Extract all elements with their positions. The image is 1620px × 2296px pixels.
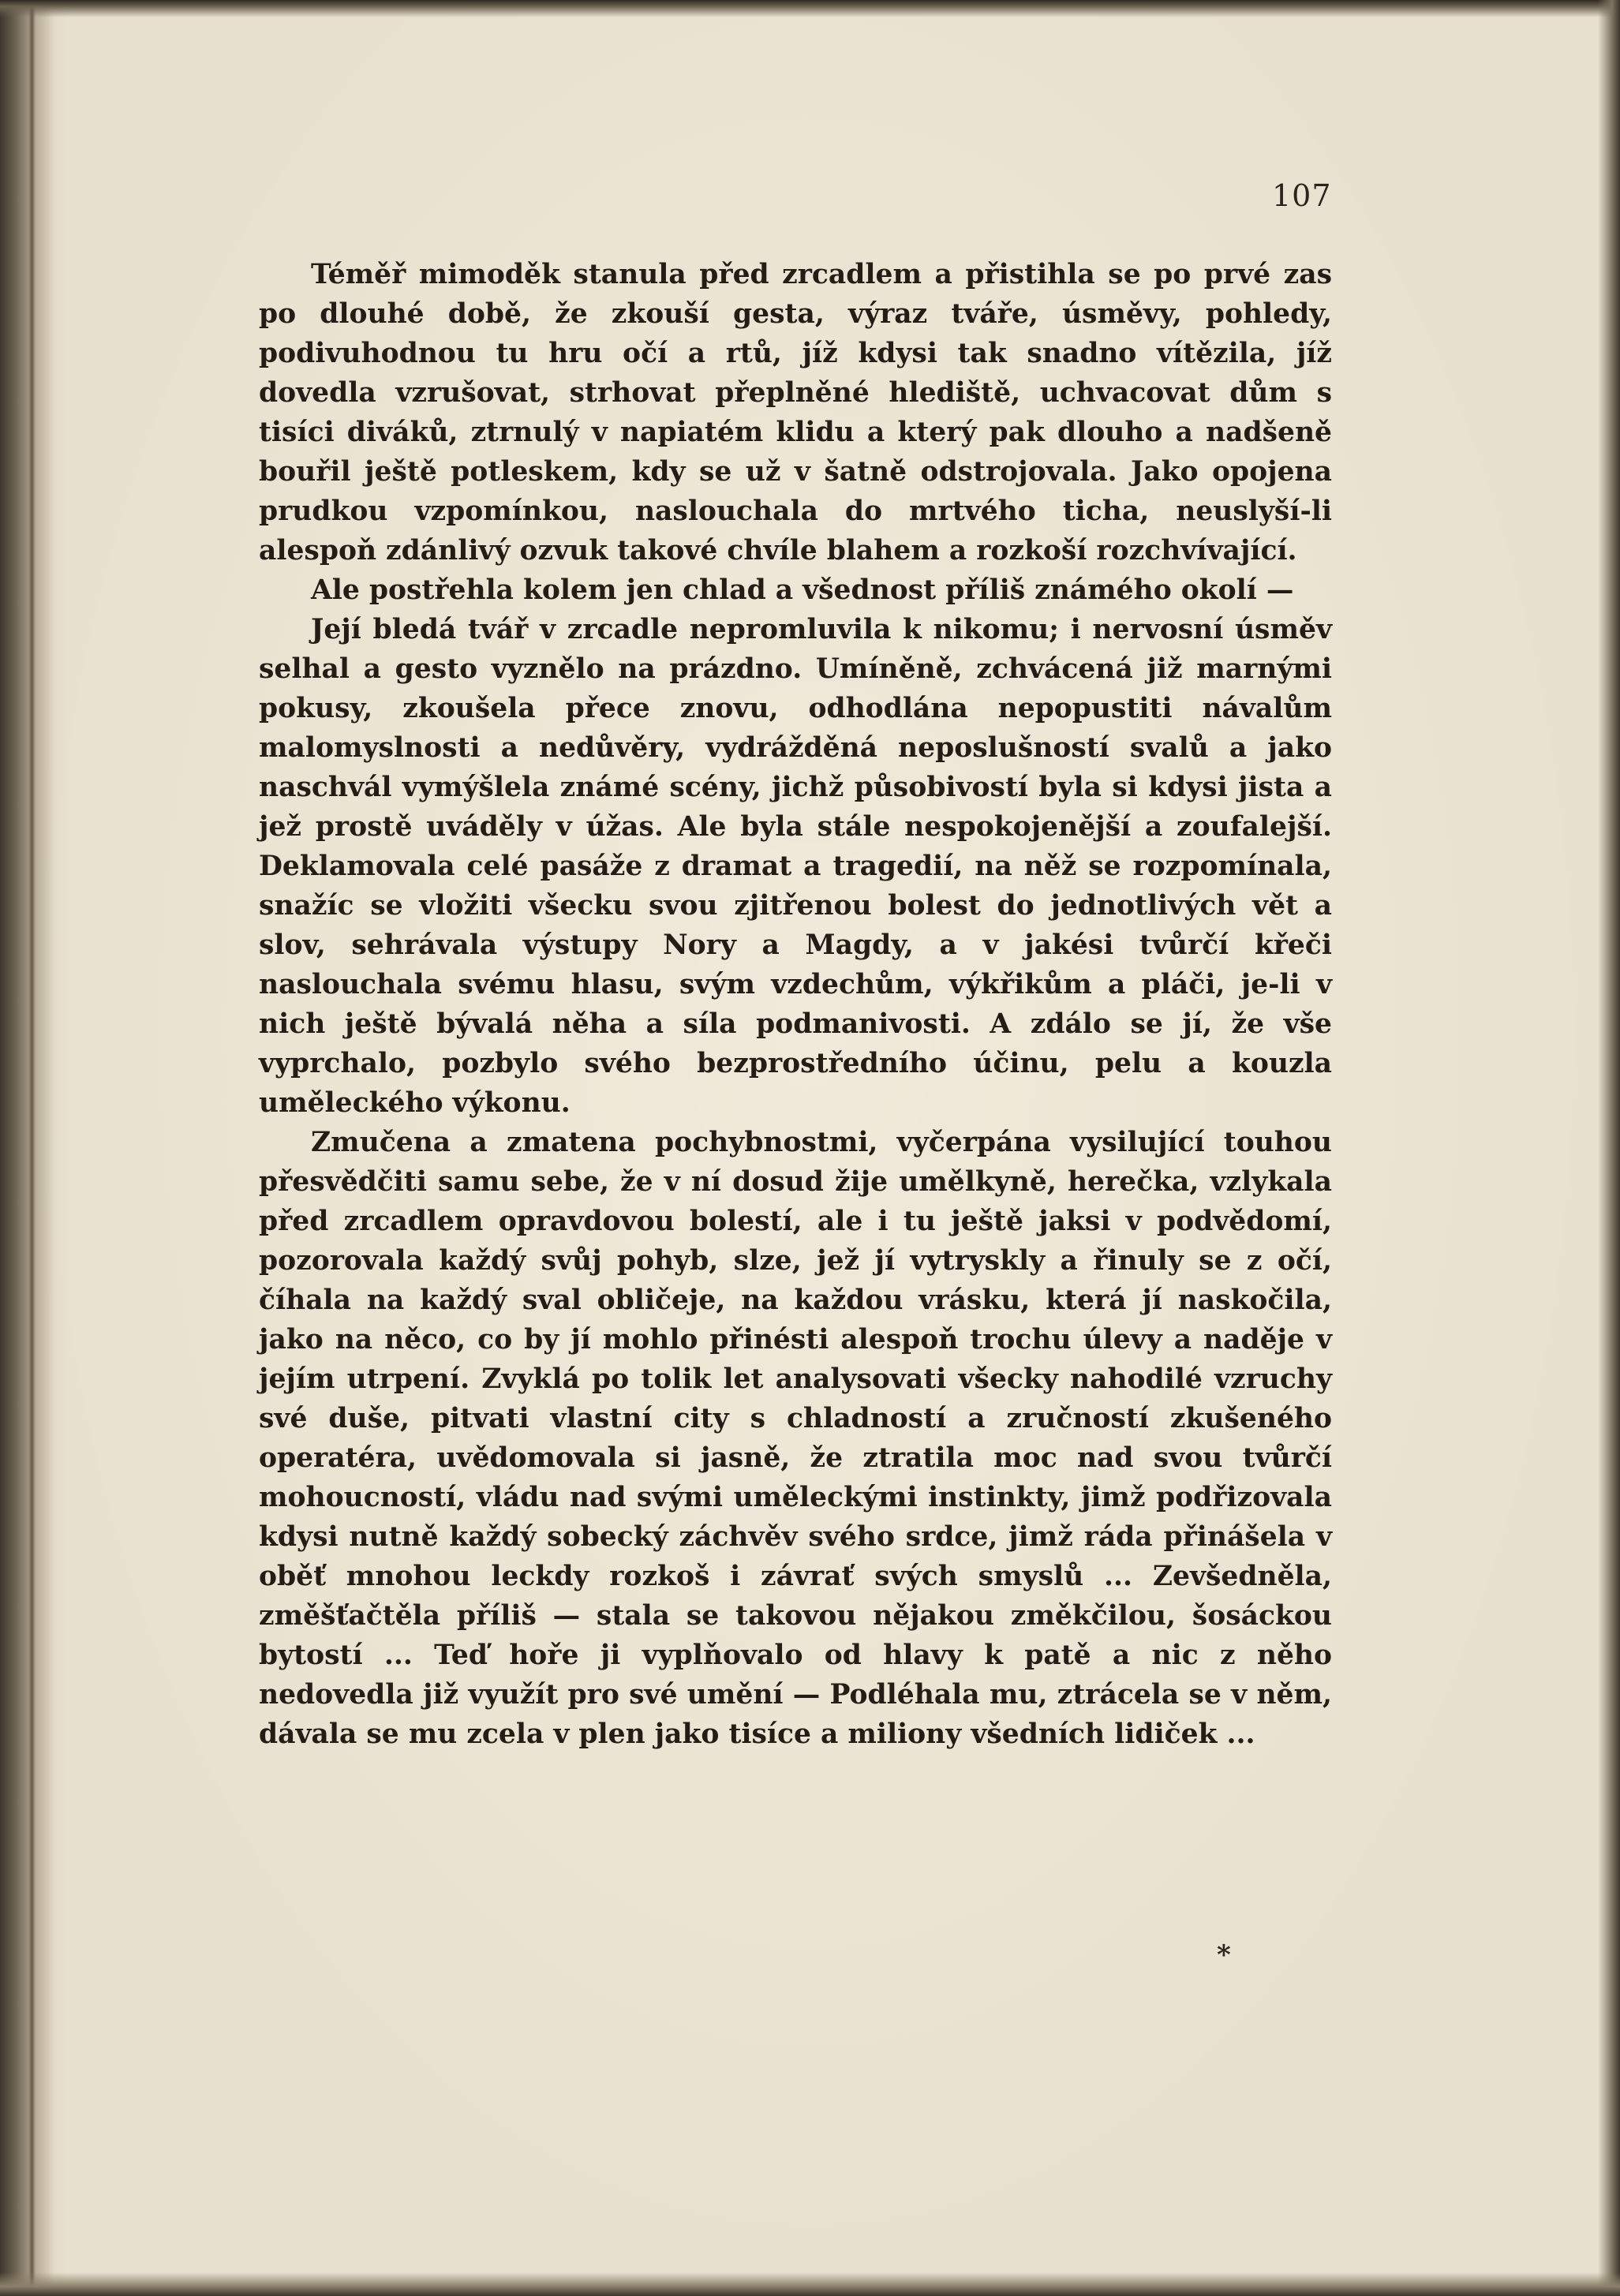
- bottom-edge: [0, 2272, 1620, 2296]
- spine-shadow: [0, 0, 55, 2296]
- spine-fold: [28, 0, 36, 2296]
- body-text: [259, 255, 1332, 1754]
- paragraph-2: Ale postřehla kolem jen chlad a všednost příliš známého okolí —: [311, 574, 1294, 606]
- right-edge: [1598, 0, 1620, 2296]
- paragraph-1: Téměř mimoděk stanula před zrcadlem a přistihla se po prvé zas po dlouhé době, že zkouší gesta, výraz tváře, úsměvy, pohledy, podivuhodnou tu hru očí a rtů, jíž kdysi tak snadno vítězila, jíž dovedla vzrušovat, strhovat přeplněné hlediště, uchvacovat dům s tisíci diváků, ztrnulý v napiatém klidu a který pak dlouho a nadšeně bouřil ještě potleskem, kdy se už v šatně odstrojovala. Jako opojena prudkou vzpomínkou, naslouchala do mrtvého ticha, neuslyší-li alespoň zdánlivý ozvuk takové chvíle blahem a rozkoší rozchvívající.: [259, 259, 1332, 567]
- top-edge: [0, 0, 1620, 17]
- paragraph-4: Zmučena a zmatena pochybnostmi, vyčerpána vysilující touhou přesvědčiti samu sebe, že v ní dosud žije umělkyně, herečka, vzlykala před zrcadlem opravdovou bolestí, ale i tu ještě jaksi v podvědomí, pozorovala každý svůj pohyb, slze, jež jí vytryskly a řinuly se z očí, číhala na každý sval obličeje, na každou vrásku, která jí naskočila, jako na něco, co by jí mohlo přinésti alespoň trochu úlevy a naděje v jejím utrpení. Zvyklá po tolik let analysovati všecky nahodilé vzruchy své duše, pitvati vlastní city s chladností a zručností zkušeného operatéra, uvědomovala si jasně, že ztratila moc nad svou tvůrčí mohoucností, vládu nad svými uměleckými instinkty, jimž podřizovala kdysi nutně každý sobecký záchvěv svého srdce, jimž ráda přinášela v oběť mnohou leckdy rozkoš i závrať svých smyslů ... Zevšedněla, změšťačtěla příliš — stala se takovou nějakou změkčilou, šosáckou bytostí ... Teď hoře ji vyplňovalo od hlavy k patě a nic z něho nedovedla již využít pro své umění — Podléhala mu, ztrácela se v něm, dávala se mu zcela v plen jako tisíce a miliony všedních lidiček ...: [259, 1127, 1332, 1750]
- section-ornament: *: [1217, 1939, 1231, 1971]
- page-number: 107: [1272, 178, 1332, 213]
- paragraph-3: Její bledá tvář v zrcadle nepromluvila k nikomu; i nervosní úsměv selhal a gesto vyznělo na prázdno. Umíněně, zchvácená již marnými pokusy, zkoušela přece znovu, odhodlána nepopustiti návalům malomyslnosti a nedůvěry, vydrážděná neposlušností svalů a jako naschvál vymýšlela známé scény, jichž působivostí byla si kdysi jista a jež prostě uváděly v úžas. Ale byla stále nespokojenější a zoufalejší. Deklamovala celé pasáže z dramat a tragedií, na něž se rozpomínala, snažíc se vložiti všecku svou zjitřenou bolest do jednotlivých vět a slov, sehrávala výstupy Nory a Magdy, a v jakési tvůrčí křeči naslouchala svému hlasu, svým vzdechům, výkřikům a pláči, je-li v nich ještě bývalá něha a síla podmanivosti. A zdálo se jí, že vše vyprchalo, pozbylo svého bezprostředního účinu, pelu a kouzla uměleckého výkonu.: [259, 614, 1332, 1119]
